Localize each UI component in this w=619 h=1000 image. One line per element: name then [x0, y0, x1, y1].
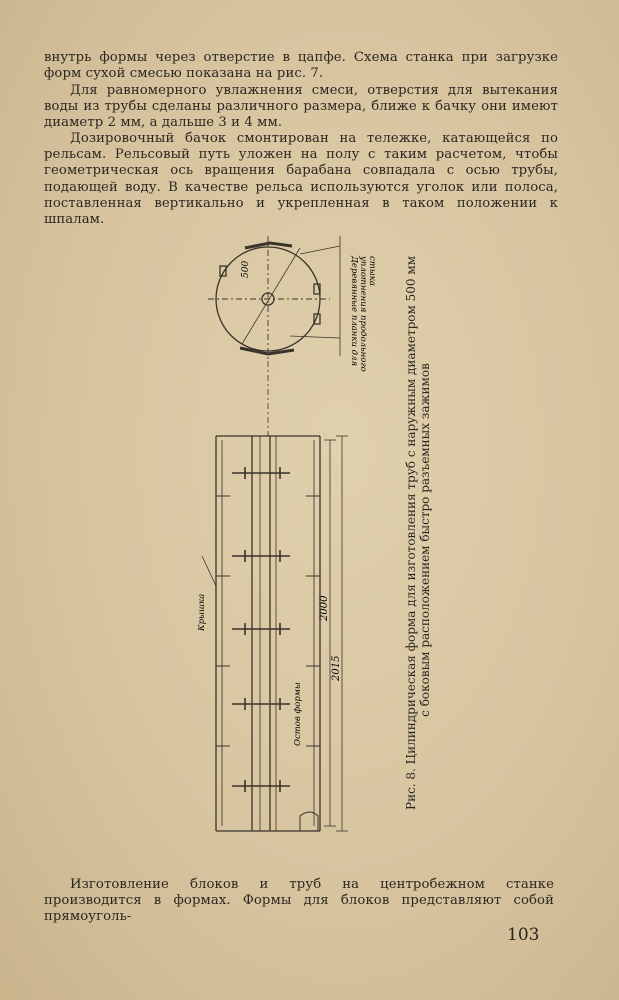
label-body: Остов формы — [293, 682, 303, 746]
clamps — [232, 467, 290, 792]
label-length-outer: 2015 — [331, 655, 342, 681]
figure-caption — [392, 255, 444, 810]
paragraph-4: Изготовление блоков и труб на центробежном станке производится в формах. Формы для блоков представляют собой прямоуголь- — [44, 877, 554, 925]
paragraph-2: Для равномерного увлажнения смеси, отверстия для вытекания воды из трубы сделаны различного размера, ближе к бачку они имеют диаметр 2 мм, а дальше 3 и 4 мм. — [44, 83, 558, 131]
label-plank-3: стыка — [367, 256, 377, 286]
label-plank-2: уплотнения продольного — [358, 256, 368, 372]
label-length-inner: 2000 — [319, 595, 330, 621]
caption-line-1: Рис. 8. Цилиндрическая форма для изготовления труб с наружным диаметром 500 мм — [404, 255, 418, 810]
caption-line-2: с боковым расположением быстро разъемных зажимов — [418, 363, 432, 717]
paragraph-3: Дозировочный бачок смонтирован на тележке, катающейся по рельсам. Рельсовый путь уложен на полу с таким расчетом, чтобы геометрическая ось вращения барабана совпадала с осью трубы, подающей воду. В качестве рельса используются уголок или полоса, поставленная вертикально и укрепленная в таком положении к шпалам. — [44, 131, 558, 228]
label-diameter: 500 — [241, 260, 251, 278]
ribs — [216, 496, 320, 746]
label-plank-1: Деревянные планки для — [349, 256, 359, 367]
page-number: 103 — [507, 925, 540, 945]
paragraph-1: внутрь формы через отверстие в цапфе. Схема станка при загрузке форм сухой смесью показана на рис. 7. — [44, 50, 558, 82]
label-lid: Крышка — [197, 593, 207, 631]
